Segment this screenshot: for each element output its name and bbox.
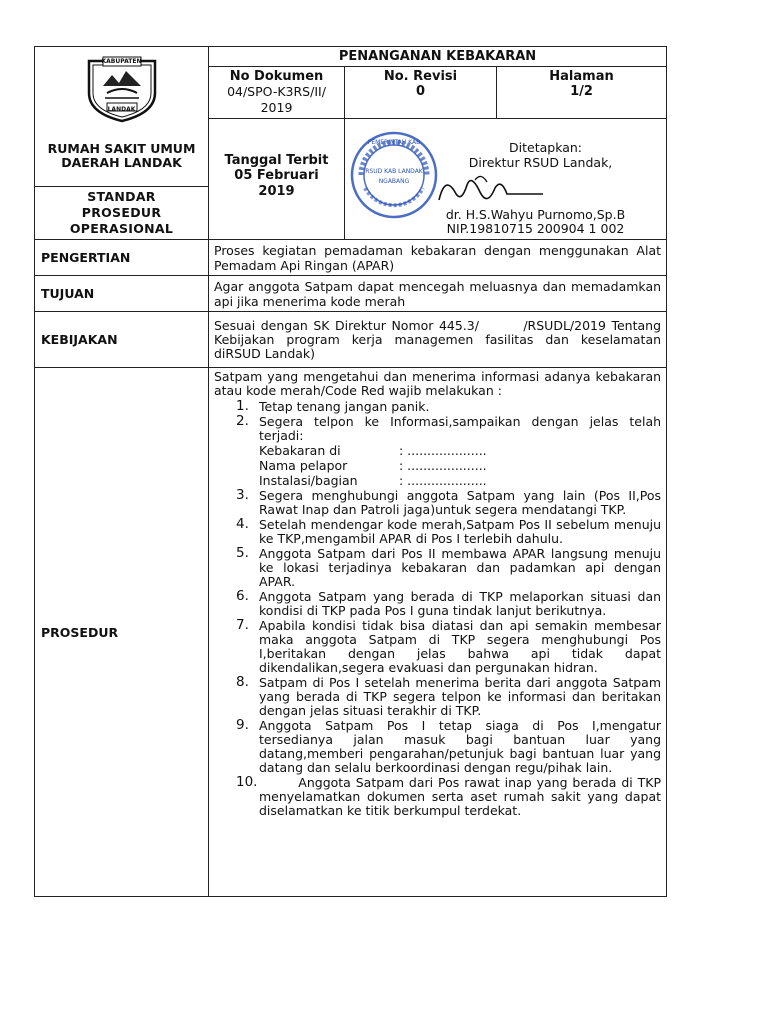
report-field: Instalasi/bagian : .................... — [259, 473, 487, 488]
stamp-top-text: PEMERINTAH KAB — [367, 139, 421, 146]
approval-position: Direktur RSUD Landak, — [468, 155, 613, 170]
kebijakan-label: KEBIJAKAN — [35, 312, 209, 368]
stamp-bottom-text: NGABANG — [378, 178, 410, 185]
prosedur-intro: Satpam yang mengetahui dan menerima informasi adanya kebakaran atau kode merah/Code Red wajib melakukan : — [214, 369, 662, 398]
prosedur-content — [209, 368, 667, 897]
page-label: Halaman — [549, 69, 614, 84]
step-item: 8. Satpam di Pos I setelah menerima berita dari anggota Satpam yang berada di TKP segera telpon ke informasi dan beritakan dengan jelas situasi terakhir di TKP. — [236, 674, 662, 718]
sop-label: STANDAR PROSEDUR OPERASIONAL — [35, 187, 209, 240]
revision-value: 0 — [415, 84, 426, 99]
stamp-center-text: RSUD KAB LANDAK — [365, 168, 423, 175]
step-item: 2. Segera telpon ke Informasi,sampaikan dengan jelas telah terjadi: Kebakaran di : .................... Nama pelapor : .................... Instalasi/bagian : .................... — [236, 413, 662, 488]
logo-kabupaten-text: KABUPATEN — [101, 58, 142, 65]
report-field: Nama pelapor : .................... — [259, 458, 487, 473]
page-cell — [497, 67, 667, 119]
kebijakan-text: Sesuai dengan SK Direktur Nomor 445.3/ /RSUDL/2019 Tentang Kebijakan program kerja managemen fasilitas dan keselamatan diRSUD Landak) — [209, 312, 667, 368]
document-title: PENANGANAN KEBAKARAN — [209, 47, 667, 67]
logo-landak-text: LANDAK — [107, 106, 136, 113]
tujuan-label: TUJUAN — [35, 276, 209, 312]
step-item: 6. Anggota Satpam yang berada di TKP melaporkan situasi dan kondisi di TKP pada Pos I guna tindak lanjut berikutnya. — [236, 588, 662, 618]
revision-label: No. Revisi — [383, 69, 458, 84]
sop-table — [34, 46, 667, 897]
sop-document — [34, 46, 666, 897]
hospital-name: RUMAH SAKIT UMUM DAERAH LANDAK — [47, 141, 196, 170]
step-item: 9. Anggota Satpam Pos I tetap siaga di Pos I,mengatur tersedianya jalan masuk bagi bantuan luar yang datang,memberi pengarahan/petunjuk bagi bantuan luar yang datang dan selalu berkoordinasi dengan regu/pihak lain. — [236, 717, 662, 775]
step-item: 10. Anggota Satpam dari Pos rawat inap yang berada di TKP menyelamatkan dokumen serta aset rumah sakit yang dapat diselamatkan ke titik berkumpul terdekat. — [236, 774, 666, 818]
page-value: 1/2 — [570, 84, 593, 99]
step-item: 1. Tetap tenang jangan panik. — [236, 398, 430, 414]
doc-number-value: 04/SPO-K3RS/II/ 2019 — [227, 84, 326, 115]
revision-cell — [345, 67, 497, 119]
doc-number-label: No Dokumen — [229, 69, 324, 84]
doc-number-cell — [209, 67, 345, 119]
step-item: 4. Setelah mendengar kode merah,Satpam Pos II sebelum menuju ke TKP,mengambil APAR di Pos I terlebih dahulu. — [236, 516, 662, 546]
issue-date-label: Tanggal Terbit — [224, 153, 329, 168]
approval-set-by: Ditetapkan: — [509, 140, 583, 155]
pengertian-text: Proses kegiatan pemadaman kebakaran dengan menggunakan Alat Pemadam Api Ringan (APAR) — [209, 240, 667, 276]
pengertian-label: PENGERTIAN — [35, 240, 209, 276]
issue-date-cell — [209, 119, 345, 240]
issue-date-value: 05 Februari 2019 — [234, 168, 319, 199]
report-field: Kebakaran di : .................... — [259, 443, 487, 458]
tujuan-text: Agar anggota Satpam dapat mencegah meluasnya dan memadamkan api jika menerima kode merah — [209, 276, 667, 312]
approval-cell — [345, 119, 667, 240]
prosedur-steps — [214, 398, 666, 818]
step-item: 5. Anggota Satpam dari Pos II membawa APAR langsung menuju ke lokasi terjadinya kebakaran dan padamkan api dengan APAR. — [236, 545, 662, 589]
step-item: 7. Apabila kondisi tidak bisa diatasi dan api semakin membesar maka anggota Satpam di TKP segera menghubungi Pos I,beritakan dengan jelas bahwa api tidak dapat dikendalikan,segera evakuasi dan pergunakan hidran. — [236, 617, 662, 675]
director-nip: NIP.19810715 200904 1 002 — [446, 221, 625, 236]
prosedur-label: PROSEDUR — [35, 368, 209, 897]
director-name: dr. H.S.Wahyu Purnomo,Sp.B — [445, 207, 626, 222]
step-item: 3. Segera menghubungi anggota Satpam yang lain (Pos II,Pos Rawat Inap dan Patroli jaga)untuk segera mendatangi TKP. — [236, 487, 662, 517]
logo-cell — [35, 47, 209, 187]
